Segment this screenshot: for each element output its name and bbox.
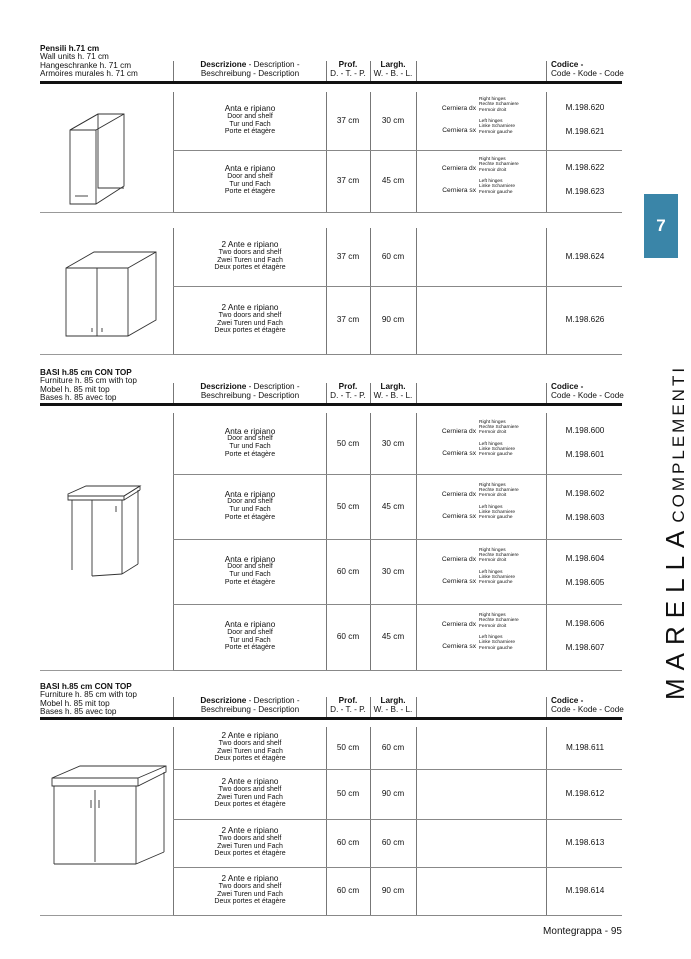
cabinet-illustration (58, 108, 138, 208)
product-code: M.198.621 (565, 127, 605, 136)
cabinet-illustration (46, 760, 172, 870)
header-divider (370, 697, 371, 717)
section-title-line: Hangeschranke h. 71 cm (40, 60, 132, 70)
header-code (551, 383, 631, 400)
description-line: Anta e ripiano (224, 554, 276, 564)
cabinet-illustration (56, 246, 162, 342)
header-prof-line2: D. - T. - P. (330, 390, 366, 400)
product-code: M.198.612 (565, 789, 605, 798)
description-line: Deux portes et étagère (214, 801, 286, 809)
column-divider (326, 228, 327, 354)
description-line: Tur und Fach (229, 571, 271, 579)
hinge-right-line: Right hinges (479, 157, 506, 162)
description-line: Tur und Fach (229, 443, 271, 451)
product-code: M.198.624 (565, 252, 605, 261)
row-divider (173, 150, 622, 151)
hinge-left-line: Fermoir gauche (479, 129, 513, 135)
description-line: Tur und Fach (229, 506, 271, 514)
side-brand (660, 365, 691, 700)
description-line: Tur und Fach (229, 180, 271, 188)
hinge-right-label: Cerniera dx (441, 555, 476, 563)
product-code: M.198.606 (565, 619, 605, 628)
column-divider (173, 228, 174, 354)
description-line: Porte et étagère (224, 513, 276, 521)
hinge-right-detail (479, 483, 539, 499)
hinge-right-line: Fermoir droit (479, 167, 507, 173)
header-description (175, 697, 325, 714)
hinge-right-label: Cerniera dx (441, 105, 476, 112)
header-divider (370, 61, 371, 81)
hinge-right-line: Fermoir droit (479, 107, 507, 113)
description-line: 2 Ante e ripiano (221, 240, 279, 249)
header-divider (546, 383, 547, 403)
row-description (175, 875, 325, 906)
hinge-right-label: Cerniera dx (441, 490, 476, 498)
product-code: M.198.613 (565, 838, 605, 847)
product-code: M.198.603 (565, 512, 605, 522)
brand-sub: COMPLEMENTI (669, 364, 688, 523)
row-description (175, 827, 325, 858)
header-desc-bold: Descrizione (200, 696, 247, 705)
hinge-right-line: Right hinges (479, 97, 506, 102)
hinge-right-line: Rechte Scharniere (479, 487, 519, 493)
group-divider (40, 212, 173, 213)
header-prof (326, 697, 370, 714)
product-code: M.198.607 (565, 643, 605, 652)
description-line: Door and shelf (227, 563, 273, 571)
row-divider (173, 539, 622, 540)
description-line: Tur und Fach (229, 636, 271, 644)
description-line: Door and shelf (227, 172, 273, 180)
header-divider (546, 61, 547, 81)
hinge-left-line: Left hinges (479, 179, 503, 184)
row-largh: 30 cm (381, 116, 405, 125)
row-divider (173, 769, 622, 770)
hinge-right-detail (479, 548, 539, 564)
row-largh: 60 cm (381, 252, 405, 261)
column-divider (546, 413, 547, 670)
row-largh: 60 cm (381, 743, 405, 752)
description-line: Zwei Turen und Fach (217, 842, 283, 850)
group-divider (40, 670, 173, 671)
row-largh: 45 cm (381, 176, 405, 185)
section-title-line: Mobel h. 85 mit top (40, 384, 110, 394)
header-desc-bold: Descrizione (200, 382, 247, 391)
row-prof: 60 cm (336, 566, 360, 576)
product-code: M.198.602 (565, 488, 605, 498)
hinge-right-label: Cerniera dx (441, 427, 476, 435)
header-divider (173, 383, 174, 403)
description-line: Anta e ripiano (224, 620, 276, 629)
hinge-left-line: Left hinges (479, 119, 503, 124)
hinge-left-detail (479, 442, 539, 458)
hinge-left-detail (479, 119, 539, 135)
column-divider (416, 727, 417, 915)
description-line: Door and shelf (227, 435, 273, 443)
section-rule (40, 717, 622, 720)
hinge-right-line: Fermoir droit (479, 493, 507, 499)
description-line: Two doors and shelf (218, 785, 282, 793)
hinge-left-line: Left hinges (479, 569, 503, 575)
row-prof: 60 cm (336, 886, 360, 895)
hinge-right-line: Rechte Scharniere (479, 102, 519, 108)
row-largh: 90 cm (381, 315, 405, 324)
hinge-right-detail (479, 613, 539, 629)
hinge-left-line: Left hinges (479, 441, 503, 447)
row-divider (173, 604, 622, 605)
header-desc-rest: - Description - (246, 60, 300, 69)
description-line: Two doors and shelf (218, 311, 282, 319)
header-largh-line2: W. - B. - L. (373, 68, 413, 78)
header-desc-line2: Beschreibung - Description (200, 68, 300, 78)
header-divider (416, 383, 417, 403)
row-prof: 37 cm (336, 116, 360, 125)
section-title-line: Bases h. 85 avec top (40, 707, 117, 717)
description-line: Zwei Turen und Fach (217, 890, 283, 898)
header-divider (370, 383, 371, 403)
product-code: M.198.601 (565, 449, 605, 459)
row-largh: 90 cm (381, 886, 405, 895)
product-code: M.198.614 (565, 886, 605, 895)
header-prof-line2: D. - T. - P. (330, 704, 366, 714)
section-rule (40, 403, 622, 406)
section-title-line: Furniture h. 85 cm with top (40, 690, 137, 700)
row-description (175, 556, 325, 587)
description-line: Deux portes et étagère (214, 264, 286, 272)
hinge-left-line: Fermoir gauche (479, 189, 513, 195)
header-description (175, 61, 325, 78)
description-line: Deux portes et étagère (214, 755, 286, 763)
description-line: Porte et étagère (224, 188, 276, 196)
description-line: Anta e ripiano (224, 489, 276, 499)
description-line: 2 Ante e ripiano (221, 731, 279, 740)
row-description (175, 241, 325, 272)
header-largh (370, 383, 416, 400)
row-divider (173, 212, 622, 213)
row-divider (173, 915, 622, 916)
header-code-line2: Code - Kode - Code (551, 704, 624, 714)
cabinet-illustration (56, 480, 146, 582)
row-description (175, 304, 325, 335)
section-title-line: Armoires murales h. 71 cm (40, 69, 138, 79)
hinge-left-label: Cerniera sx (442, 643, 476, 650)
row-prof: 50 cm (336, 438, 360, 448)
header-prof-bold: Prof. (338, 60, 358, 69)
header-code-bold: Codice - (551, 60, 584, 69)
row-largh: 90 cm (381, 789, 405, 798)
row-divider (173, 819, 622, 820)
header-code (551, 697, 631, 714)
hinge-left-line: Linke Scharniere (479, 184, 515, 190)
header-largh-bold: Largh. (380, 696, 406, 705)
row-description (175, 428, 325, 459)
hinge-left-detail (479, 505, 539, 521)
section-title-line: Furniture h. 85 cm with top (40, 376, 137, 386)
hinge-left-label: Cerniera sx (442, 449, 476, 457)
chapter-tab: 7 (644, 194, 678, 258)
hinge-left-detail (479, 635, 539, 651)
product-code: M.198.622 (565, 163, 605, 172)
row-divider (173, 670, 622, 671)
description-line: Two doors and shelf (218, 882, 282, 890)
hinge-left-line: Linke Scharniere (479, 640, 515, 646)
row-prof: 60 cm (336, 838, 360, 847)
header-divider (173, 697, 174, 717)
header-code-line2: Code - Kode - Code (551, 390, 624, 400)
header-divider (326, 61, 327, 81)
header-code-bold: Codice - (551, 696, 584, 705)
hinge-right-line: Right hinges (479, 613, 506, 618)
header-code-line2: Code - Kode - Code (551, 68, 624, 78)
header-largh-line2: W. - B. - L. (373, 704, 413, 714)
column-divider (370, 228, 371, 354)
column-divider (173, 413, 174, 670)
description-line: Door and shelf (227, 112, 273, 120)
header-desc-bold: Descrizione (200, 60, 247, 69)
row-description (175, 621, 325, 652)
row-prof: 50 cm (336, 789, 360, 798)
description-line: Two doors and shelf (218, 248, 282, 256)
hinge-left-line: Left hinges (479, 635, 503, 640)
column-divider (416, 413, 417, 670)
hinge-left-line: Fermoir gauche (479, 580, 513, 586)
row-prof: 60 cm (336, 632, 360, 641)
column-divider (546, 92, 547, 212)
hinge-right-detail (479, 420, 539, 436)
description-line: Zwei Turen und Fach (217, 793, 283, 801)
description-line: Porte et étagère (224, 450, 276, 458)
hinge-left-label: Cerniera sx (442, 187, 476, 194)
column-divider (370, 92, 371, 212)
header-largh (370, 697, 416, 714)
row-prof: 37 cm (336, 176, 360, 185)
brand-name: MARELLA (660, 522, 690, 700)
header-code (551, 61, 631, 78)
hinge-right-line: Rechte Scharniere (479, 424, 519, 430)
row-largh: 30 cm (381, 566, 405, 576)
hinge-left-line: Linke Scharniere (479, 574, 515, 580)
header-prof-bold: Prof. (338, 382, 358, 391)
description-line: Anta e ripiano (224, 164, 276, 173)
hinge-right-detail (479, 157, 539, 173)
description-line: Deux portes et étagère (214, 898, 286, 906)
hinge-left-detail (479, 179, 539, 195)
section-title (40, 683, 137, 717)
header-prof (326, 383, 370, 400)
hinge-left-line: Fermoir gauche (479, 452, 513, 458)
header-largh (370, 61, 416, 78)
group-divider (40, 915, 173, 916)
header-prof (326, 61, 370, 78)
group-divider (40, 354, 173, 355)
header-desc-line2: Beschreibung - Description (200, 390, 300, 400)
header-code-bold: Codice - (551, 382, 584, 391)
description-line: Anta e ripiano (224, 426, 276, 436)
section-title-line: Pensili h.71 cm (40, 44, 100, 53)
hinge-right-detail (479, 97, 539, 113)
hinge-right-line: Right hinges (479, 482, 506, 488)
product-code: M.198.600 (565, 425, 605, 435)
header-divider (326, 383, 327, 403)
row-largh: 30 cm (381, 438, 405, 448)
column-divider (326, 92, 327, 212)
column-divider (173, 92, 174, 212)
row-prof: 37 cm (336, 315, 360, 324)
section-title-line: BASI h.85 cm CON TOP (40, 682, 132, 691)
hinge-left-line: Linke Scharniere (479, 124, 515, 130)
hinge-right-line: Rechte Scharniere (479, 552, 519, 558)
row-description (175, 732, 325, 763)
header-prof-line2: D. - T. - P. (330, 68, 366, 78)
hinge-left-line: Left hinges (479, 504, 503, 510)
row-largh: 45 cm (381, 501, 405, 511)
description-line: Zwei Turen und Fach (217, 319, 283, 327)
header-divider (416, 61, 417, 81)
column-divider (546, 727, 547, 915)
hinge-right-line: Fermoir droit (479, 430, 507, 436)
header-divider (173, 61, 174, 81)
hinge-left-detail (479, 570, 539, 586)
hinge-right-line: Rechte Scharniere (479, 162, 519, 168)
description-line: Zwei Turen und Fach (217, 747, 283, 755)
section-title-line: Mobel h. 85 mit top (40, 698, 110, 708)
row-prof: 37 cm (336, 252, 360, 261)
header-desc-rest: - Description - (246, 382, 300, 391)
row-description (175, 778, 325, 809)
hinge-left-label: Cerniera sx (442, 577, 476, 585)
page-footer: Montegrappa - 95 (543, 926, 622, 937)
section-title (40, 45, 138, 79)
hinge-left-line: Fermoir gauche (479, 645, 513, 651)
column-divider (173, 727, 174, 915)
description-line: 2 Ante e ripiano (221, 874, 279, 883)
header-largh-bold: Largh. (380, 60, 406, 69)
row-largh: 45 cm (381, 632, 405, 641)
header-prof-bold: Prof. (338, 696, 358, 705)
header-desc-line2: Beschreibung - Description (200, 704, 300, 714)
product-code: M.198.626 (565, 315, 605, 324)
row-description (175, 105, 325, 136)
row-divider (173, 354, 622, 355)
header-divider (546, 697, 547, 717)
hinge-right-line: Rechte Scharniere (479, 618, 519, 624)
section-title-line: Wall units h. 71 cm (40, 52, 109, 62)
description-line: 2 Ante e ripiano (221, 826, 279, 835)
hinge-left-line: Linke Scharniere (479, 446, 515, 452)
description-line: Deux portes et étagère (214, 850, 286, 858)
description-line: 2 Ante e ripiano (221, 777, 279, 786)
hinge-right-line: Right hinges (479, 419, 506, 425)
hinge-right-label: Cerniera dx (441, 165, 476, 172)
column-divider (546, 228, 547, 354)
column-divider (416, 228, 417, 354)
header-largh-bold: Largh. (380, 382, 406, 391)
row-description (175, 491, 325, 522)
section-title (40, 369, 137, 403)
description-line: Tur und Fach (229, 120, 271, 128)
description-line: Two doors and shelf (218, 834, 282, 842)
hinge-right-line: Right hinges (479, 547, 506, 553)
header-desc-rest: - Description - (246, 696, 300, 705)
header-largh-line2: W. - B. - L. (373, 390, 413, 400)
hinge-right-label: Cerniera dx (441, 621, 476, 628)
description-line: Porte et étagère (224, 644, 276, 652)
product-code: M.198.620 (565, 103, 605, 112)
description-line: Anta e ripiano (224, 104, 276, 113)
row-divider (173, 867, 622, 868)
row-prof: 50 cm (336, 743, 360, 752)
description-line: Porte et étagère (224, 128, 276, 136)
row-largh: 60 cm (381, 838, 405, 847)
column-divider (416, 92, 417, 212)
product-code: M.198.623 (565, 187, 605, 196)
description-line: Porte et étagère (224, 578, 276, 586)
hinge-left-label: Cerniera sx (442, 127, 476, 134)
section-title-line: Bases h. 85 avec top (40, 393, 117, 403)
header-divider (326, 697, 327, 717)
hinge-right-line: Fermoir droit (479, 558, 507, 564)
hinge-left-label: Cerniera sx (442, 512, 476, 520)
row-prof: 50 cm (336, 501, 360, 511)
row-description (175, 165, 325, 196)
header-divider (416, 697, 417, 717)
row-divider (173, 474, 622, 475)
hinge-left-line: Fermoir gauche (479, 515, 513, 521)
row-divider (173, 286, 622, 287)
description-line: Deux portes et étagère (214, 327, 286, 335)
description-line: Zwei Turen und Fach (217, 256, 283, 264)
section-rule (40, 81, 622, 84)
description-line: Two doors and shelf (218, 739, 282, 747)
header-description (175, 383, 325, 400)
description-line: 2 Ante e ripiano (221, 303, 279, 312)
description-line: Door and shelf (227, 628, 273, 636)
product-code: M.198.611 (565, 743, 605, 752)
product-code: M.198.604 (565, 553, 605, 563)
description-line: Door and shelf (227, 498, 273, 506)
product-code: M.198.605 (565, 577, 605, 587)
section-title-line: BASI h.85 cm CON TOP (40, 368, 132, 377)
hinge-right-line: Fermoir droit (479, 623, 507, 629)
hinge-left-line: Linke Scharniere (479, 509, 515, 515)
